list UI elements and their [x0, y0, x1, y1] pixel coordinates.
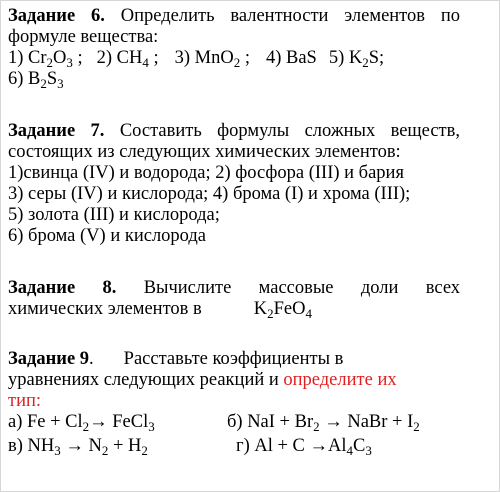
task9-line2: уравнениях следующих реакций и определите их: [8, 370, 397, 390]
task6-line3: [8, 48, 384, 69]
task9-line3: тип:: [8, 391, 42, 411]
task9-highlight: определите их: [283, 370, 397, 390]
task6-title: Задание 6.: [8, 6, 105, 26]
task9-line5: [8, 436, 148, 457]
task7-line2: состоящих из следующих химических элементов:: [8, 142, 401, 162]
task7-line5: 5) золота (III) и кислорода;: [8, 205, 220, 225]
task8-line1: Задание 8. Вычислите массовые доли всех: [8, 278, 461, 298]
task8-line2: химических элементов в $K_2FeO_4$: [8, 299, 312, 321]
task6-text: Определить валентности элементов по: [120, 6, 461, 26]
formula-bas: 4) BaS: [265, 48, 317, 68]
formula-ch4: 2) $CH_4$ ;: [96, 48, 159, 70]
task8-title: Задание 8.: [8, 278, 117, 298]
equation-b: б) NaI + $Br_2$ → NaBr + $I_2$: [227, 412, 420, 434]
equation-g: г) $Al + C \to Al_4C_3$: [236, 436, 372, 458]
formula-k2feo4: $K_2FeO_4$: [253, 299, 312, 321]
task7-line6: 6) брома (V) и кислорода: [8, 226, 207, 246]
task6-line1: [8, 6, 460, 27]
equation-v: в) $NH_3 \to N_2 + H_2$: [8, 436, 148, 458]
task9-line1: Задание 9. Расставьте коэффициенты в: [8, 349, 344, 369]
task7-line3: 1)свинца (IV) и водорода; 2) фосфора (III) и бария: [8, 163, 404, 183]
formula-mno2: 3) MnO$_2$ ;: [174, 48, 250, 70]
task6-line2: формуле вещества:: [8, 27, 159, 47]
formula-k2s: 5) $K_2S$;: [328, 48, 385, 70]
formula-b2s3: 6) $B_2S_3$: [8, 69, 64, 91]
formula-cr2o3: 1) $Cr_2O_3$ ;: [8, 48, 83, 70]
task7-line4: 3) серы (IV) и кислорода; 4) брома (I) и хрома (III);: [8, 184, 411, 204]
task7-line1: Задание 7. Составить формулы сложных веществ,: [8, 121, 461, 141]
task9-title: Задание 9: [8, 349, 90, 369]
equation-a: а) $Fe + Cl_2\to$ FeCl$_3$: [8, 412, 155, 434]
task9-line4: [8, 412, 155, 433]
task7-title: Задание 7.: [8, 121, 105, 141]
task6-line4: [8, 69, 64, 90]
